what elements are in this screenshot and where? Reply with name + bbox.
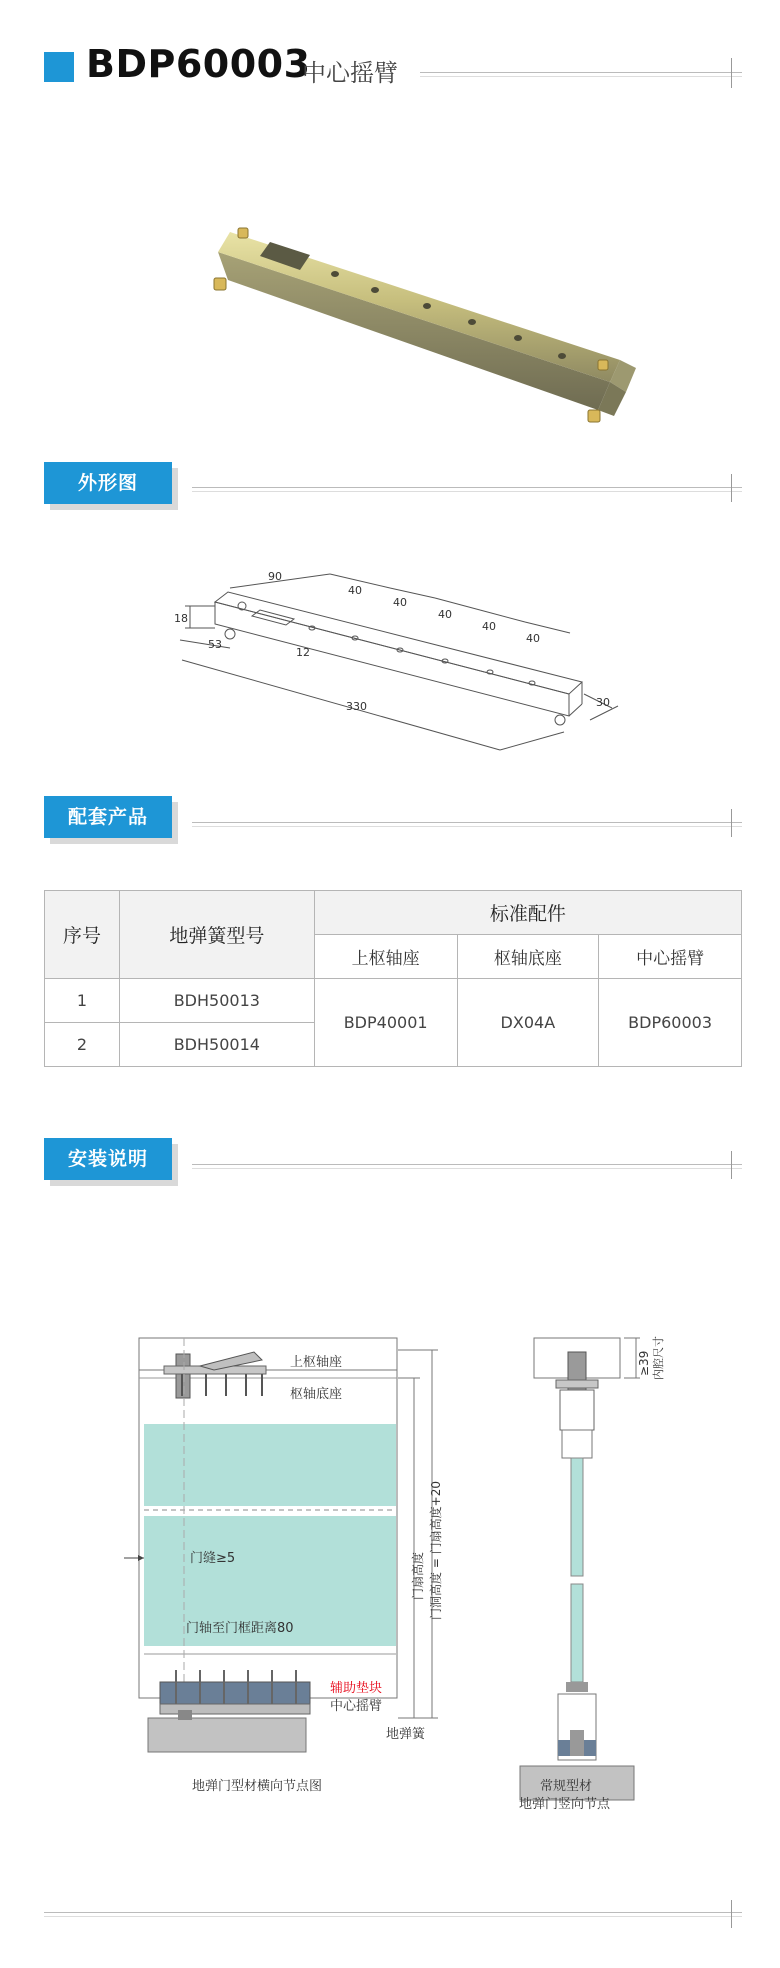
dim-90: 90 xyxy=(268,570,282,583)
dim-40-2: 40 xyxy=(393,596,407,609)
section-rule xyxy=(192,487,742,488)
caption-transverse: 地弹门型材横向节点图 xyxy=(192,1779,323,1794)
label-upper-pivot: 上枢轴座 xyxy=(290,1355,343,1370)
label-axis-distance: 门轴至门框距离80 xyxy=(186,1621,294,1636)
product-photo xyxy=(200,210,660,430)
center-arm-value: BDP60003 xyxy=(599,979,742,1067)
header-standard-parts: 标准配件 xyxy=(314,891,741,935)
installation-diagram xyxy=(0,1320,780,1840)
matching-products-table xyxy=(44,890,742,1067)
caption-vertical-1: 常规型材 xyxy=(540,1779,593,1794)
section-tab-install: 安装说明 xyxy=(44,1138,172,1180)
header-center-arm: 中心摇臂 xyxy=(599,935,742,979)
dim-330: 330 xyxy=(346,700,367,713)
section-rule xyxy=(192,822,742,823)
header-index: 序号 xyxy=(45,891,120,979)
dim-40-1: 40 xyxy=(348,584,362,597)
section-rule-2 xyxy=(192,826,742,827)
label-opening-height: 门洞高度 = 门扇高度+20 xyxy=(429,1480,443,1620)
header-upper-pivot: 上枢轴座 xyxy=(314,935,457,979)
dim-40-4: 40 xyxy=(482,620,496,633)
section-rule-tick xyxy=(731,809,732,837)
label-leaf-height: 门扇高度 xyxy=(411,1551,425,1600)
dim-12: 12 xyxy=(296,646,310,659)
label-aux-block: 辅助垫块 xyxy=(330,1681,383,1696)
footer-rule-2 xyxy=(44,1916,742,1917)
header-accent-square xyxy=(44,52,74,82)
table-row xyxy=(45,979,742,1023)
label-door-gap: 门缝≥5 xyxy=(190,1551,236,1566)
outline-drawing xyxy=(170,570,630,760)
header-model: 地弹簧型号 xyxy=(119,891,314,979)
transverse-section xyxy=(124,1338,438,1752)
section-tab-outline: 外形图 xyxy=(44,462,172,504)
upper-pivot-value: BDP40001 xyxy=(314,979,457,1067)
section-rule-tick xyxy=(731,474,732,502)
dim-30: 30 xyxy=(596,696,610,709)
section-rule xyxy=(192,1164,742,1165)
row-model: BDH50014 xyxy=(119,1023,314,1067)
caption-vertical-2: 地弹门竖向节点 xyxy=(519,1797,611,1812)
dim-53: 53 xyxy=(208,638,222,651)
dim-40-3: 40 xyxy=(438,608,452,621)
header-rule-tick xyxy=(731,58,732,88)
header-pivot-base: 枢轴底座 xyxy=(457,935,599,979)
header-rule xyxy=(420,72,742,73)
dim-40-5: 40 xyxy=(526,632,540,645)
footer-rule-tick xyxy=(731,1900,732,1928)
row-model: BDH50013 xyxy=(119,979,314,1023)
row-index: 2 xyxy=(45,1023,120,1067)
section-tab-matching: 配套产品 xyxy=(44,796,172,838)
label-cavity-value: ≥39 xyxy=(637,1350,651,1376)
label-cavity: 内腔尺寸 xyxy=(652,1336,665,1380)
label-pivot-base: 枢轴底座 xyxy=(290,1387,343,1402)
section-rule-2 xyxy=(192,1168,742,1169)
section-rule-2 xyxy=(192,491,742,492)
label-floor-spring: 地弹簧 xyxy=(386,1727,426,1742)
footer-rule xyxy=(44,1912,742,1913)
product-model: BDP60003 xyxy=(86,42,311,86)
vertical-section xyxy=(520,1338,640,1800)
label-center-arm: 中心摇臂 xyxy=(330,1699,383,1714)
product-name: 中心摇臂 xyxy=(302,59,398,87)
header-rule-2 xyxy=(420,76,742,77)
pivot-base-value: DX04A xyxy=(457,979,599,1067)
section-rule-tick xyxy=(731,1151,732,1179)
dim-18: 18 xyxy=(174,612,188,625)
row-index: 1 xyxy=(45,979,120,1023)
